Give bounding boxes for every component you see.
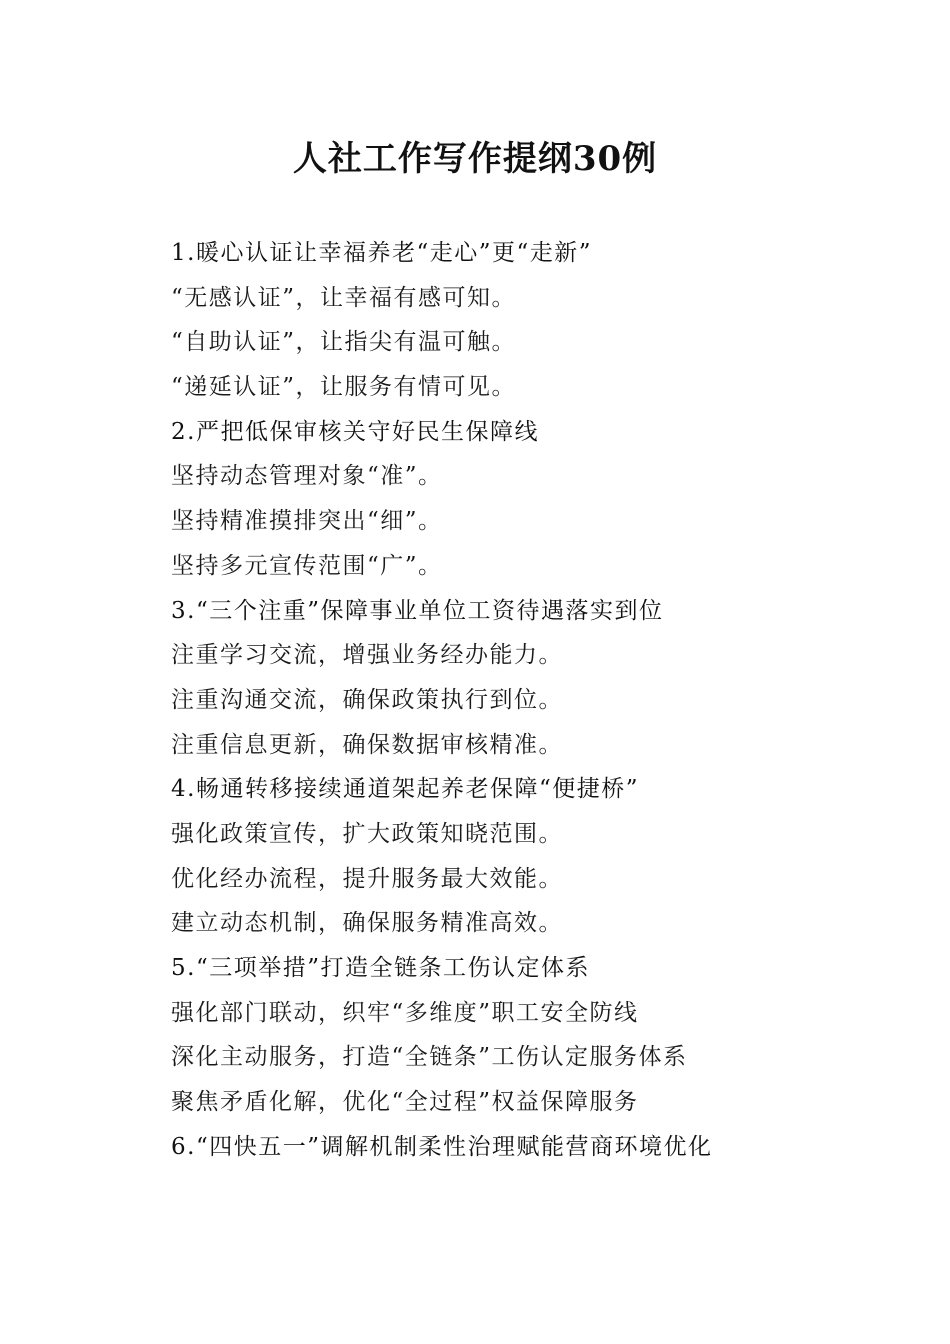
outline-item: 注重信息更新，确保数据审核精准。 — [171, 731, 563, 758]
section-heading: 1.暖心认证让幸福养老“走心”更“走新” — [171, 240, 592, 266]
outline-item: 建立动态机制，确保服务精准高效。 — [171, 910, 563, 937]
outline-item: 深化主动服务，打造“全链条”工伤认定服务体系 — [171, 1044, 688, 1071]
outline-item: “无感认证”，让幸福有感可知。 — [171, 284, 517, 311]
section-heading: 4.畅通转移接续通道架起养老保障“便捷桥” — [171, 776, 639, 803]
document-body — [171, 231, 871, 1169]
section-heading: 5.“三项举措”打造全链条工伤认定体系 — [171, 955, 590, 981]
outline-item: 注重沟通交流，确保政策执行到位。 — [171, 686, 563, 713]
section-heading: 3.“三个注重”保障事业单位工资待遇落实到位 — [171, 597, 664, 624]
outline-item: “递延认证”，让服务有情可见。 — [171, 374, 517, 401]
outline-item: 坚持动态管理对象“准”。 — [171, 463, 443, 490]
section-heading: 2.严把低保审核关守好民生保障线 — [171, 418, 539, 445]
outline-item: 坚持多元宣传范围“广”。 — [171, 552, 443, 579]
section-heading: 6.“四快五一”调解机制柔性治理赋能营商环境优化 — [171, 1133, 713, 1160]
outline-item: 优化经办流程，提升服务最大效能。 — [171, 865, 563, 892]
outline-item: 强化部门联动，织牢“多维度”职工安全防线 — [171, 999, 639, 1026]
outline-item: 强化政策宣传，扩大政策知晓范围。 — [171, 820, 563, 847]
outline-item: 聚焦矛盾化解，优化“全过程”权益保障服务 — [171, 1089, 639, 1116]
outline-item: “自助认证”，让指尖有温可触。 — [171, 329, 517, 356]
outline-item: 坚持精准摸排突出“细”。 — [171, 508, 443, 535]
outline-item: 注重学习交流，增强业务经办能力。 — [171, 642, 563, 669]
document-title: 人社工作写作提纲30例 — [292, 139, 658, 179]
